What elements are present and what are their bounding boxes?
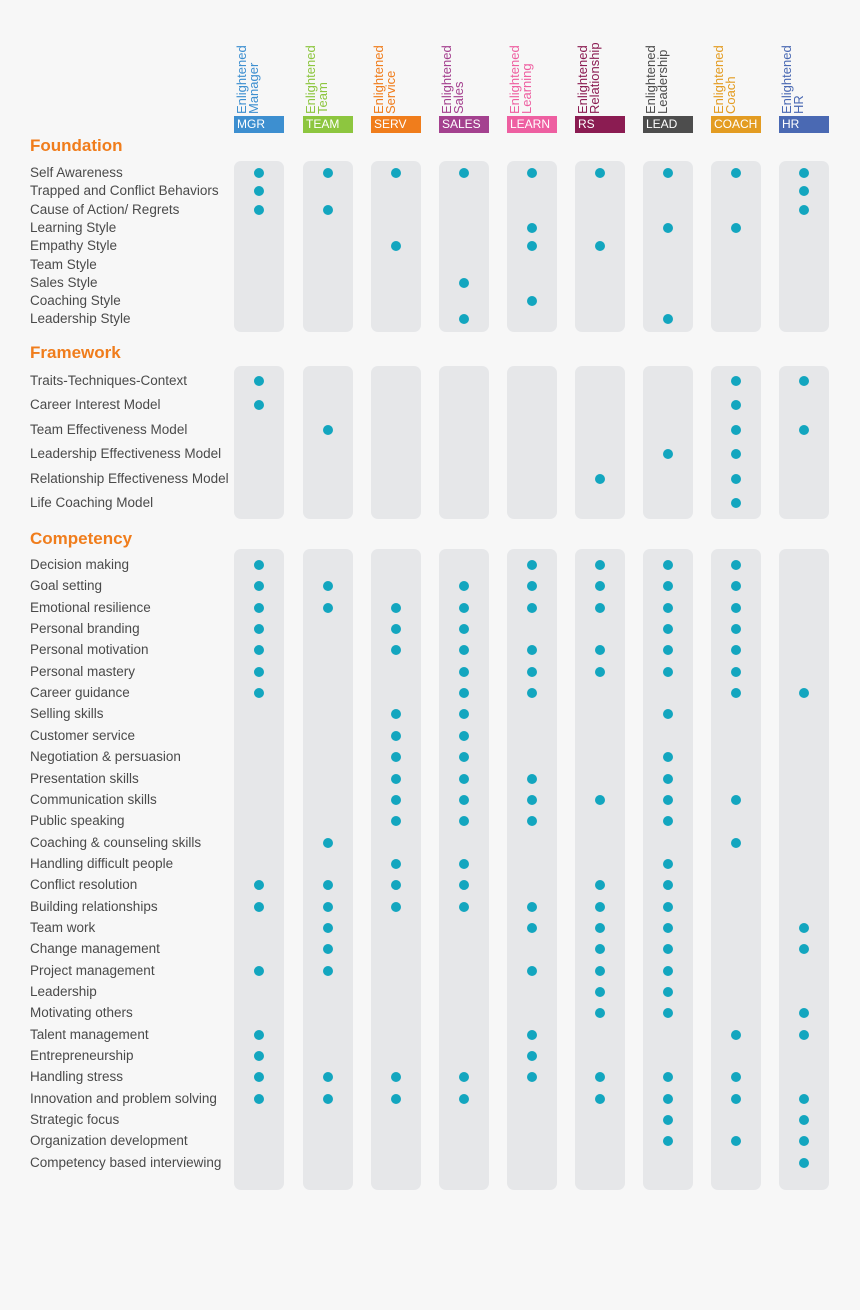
dot-marker (527, 902, 537, 912)
row-label: Leadership Effectiveness Model (30, 446, 222, 462)
dot-marker (527, 923, 537, 933)
row-label: Sales Style (30, 274, 98, 290)
dot-marker (663, 560, 673, 570)
column-title-line2: Leadership (655, 49, 670, 114)
dot-marker (731, 376, 741, 386)
dot-marker (527, 603, 537, 613)
column-badge-sales: SALES (439, 116, 489, 133)
dot-marker (323, 923, 333, 933)
dot-marker (254, 624, 264, 634)
dot-marker (254, 1051, 264, 1061)
dot-marker (731, 223, 741, 233)
column-header-sales (441, 40, 481, 114)
dot-marker (459, 278, 469, 288)
dot-marker (663, 603, 673, 613)
dot-marker (254, 603, 264, 613)
dot-marker (254, 560, 264, 570)
row-label: Learning Style (30, 219, 117, 235)
dot-marker (323, 168, 333, 178)
column-title (577, 40, 601, 114)
row-label: Presentation skills (30, 770, 139, 786)
row-label: Emotional resilience (30, 599, 151, 615)
row-label: Handling difficult people (30, 855, 174, 871)
dot-marker (799, 923, 809, 933)
column-badge-mgr: MGR (234, 116, 284, 133)
dot-marker (595, 560, 605, 570)
dot-marker (391, 603, 401, 613)
dot-marker (391, 902, 401, 912)
dot-marker (731, 498, 741, 508)
column-background (303, 366, 353, 519)
dot-marker (459, 774, 469, 784)
dot-marker (391, 774, 401, 784)
dot-marker (254, 902, 264, 912)
dot-marker (595, 966, 605, 976)
dot-marker (527, 560, 537, 570)
dot-marker (459, 859, 469, 869)
column-background (303, 161, 353, 332)
dot-marker (731, 667, 741, 677)
dot-marker (731, 474, 741, 484)
row-label: Public speaking (30, 813, 125, 829)
column-title-line2: Coach (723, 76, 738, 114)
column-background (234, 366, 284, 519)
column-title-line1: Enlightened (643, 45, 658, 114)
column-header-rs (577, 40, 617, 114)
dot-marker (323, 1094, 333, 1104)
row-label: Negotiation & persuasion (30, 749, 181, 765)
dot-marker (459, 731, 469, 741)
dot-marker (459, 624, 469, 634)
row-label: Traits-Techniques-Context (30, 373, 188, 388)
dot-marker (391, 168, 401, 178)
column-badge-learn: LEARN (507, 116, 557, 133)
row-label: Self Awareness (30, 165, 123, 180)
row-label: Entrepreneurship (30, 1048, 134, 1064)
dot-marker (731, 795, 741, 805)
dot-marker (799, 205, 809, 215)
column-title (713, 40, 737, 114)
column-title-line1: Enlightened (507, 45, 522, 114)
dot-marker (595, 474, 605, 484)
column-badge-rs: RS (575, 116, 625, 133)
row-label: Team Effectiveness Model (30, 421, 188, 437)
section-title-foundation: Foundation (30, 136, 123, 155)
dot-marker (595, 902, 605, 912)
dot-marker (595, 667, 605, 677)
column-badge-hr: HR (779, 116, 829, 133)
dot-marker (391, 795, 401, 805)
row-label: Motivating others (30, 1005, 133, 1021)
row-label: Change management (30, 941, 160, 957)
dot-marker (527, 966, 537, 976)
dot-marker (323, 966, 333, 976)
column-title-line1: Enlightened (303, 45, 318, 114)
dot-marker (595, 795, 605, 805)
column-title-line2: Team (315, 82, 330, 114)
row-label: Team Style (30, 256, 97, 272)
row-label: Competency based interviewing (30, 1154, 222, 1170)
dot-marker (731, 168, 741, 178)
dot-marker (323, 205, 333, 215)
row-label: Career guidance (30, 685, 130, 701)
dot-marker (663, 223, 673, 233)
row-label: Personal motivation (30, 642, 149, 658)
column-header-team (305, 40, 345, 114)
row-label: Personal branding (30, 621, 140, 637)
row-label: Empathy Style (30, 238, 118, 254)
dot-marker (391, 1094, 401, 1104)
dot-marker (731, 624, 741, 634)
dot-marker (663, 624, 673, 634)
row-label: Personal mastery (30, 663, 136, 679)
row-label: Career Interest Model (30, 397, 161, 413)
dot-marker (595, 923, 605, 933)
dot-marker (527, 1030, 537, 1040)
row-label: Goal setting (30, 578, 103, 594)
dot-marker (459, 795, 469, 805)
column-badge-coach: COACH (711, 116, 761, 133)
dot-marker (799, 168, 809, 178)
dot-marker (799, 425, 809, 435)
row-label: Life Coaching Model (30, 495, 154, 510)
column-title-line2: Service (383, 70, 398, 114)
dot-marker (527, 774, 537, 784)
column-title (781, 40, 805, 114)
dot-marker (595, 168, 605, 178)
column-background (371, 366, 421, 519)
dot-marker (799, 1094, 809, 1104)
row-label: Innovation and problem solving (30, 1090, 217, 1106)
dot-marker (527, 1051, 537, 1061)
row-label: Leadership Style (30, 311, 131, 327)
column-title (373, 40, 397, 114)
column-background (711, 366, 761, 519)
dot-marker (323, 425, 333, 435)
column-badge-serv: SERV (371, 116, 421, 133)
column-title-line1: Enlightened (234, 45, 249, 114)
column-header-hr (781, 40, 821, 114)
dot-marker (459, 902, 469, 912)
column-header-lead (645, 40, 685, 114)
column-title (509, 40, 533, 114)
dot-marker (595, 987, 605, 997)
dot-marker (731, 1094, 741, 1104)
column-title-line1: Enlightened (575, 45, 590, 114)
dot-marker (323, 603, 333, 613)
dot-marker (731, 1030, 741, 1040)
column-background (507, 366, 557, 519)
dot-marker (459, 168, 469, 178)
dot-marker (254, 966, 264, 976)
dot-marker (799, 376, 809, 386)
dot-marker (323, 838, 333, 848)
column-title-line1: Enlightened (439, 45, 454, 114)
column-title-line2: Manager (246, 62, 261, 114)
row-label: Cause of Action/ Regrets (30, 201, 180, 217)
section-title-framework: Framework (30, 343, 121, 362)
dot-marker (254, 168, 264, 178)
row-label: Coaching Style (30, 293, 121, 309)
row-label: Organization development (30, 1133, 188, 1149)
row-label: Customer service (30, 727, 136, 743)
section-title-competency: Competency (30, 529, 133, 548)
column-badge-lead: LEAD (643, 116, 693, 133)
dot-marker (459, 667, 469, 677)
dot-marker (731, 425, 741, 435)
row-label: Team work (30, 919, 96, 935)
column-title (236, 40, 260, 114)
dot-marker (663, 1094, 673, 1104)
dot-marker (391, 624, 401, 634)
dot-marker (663, 966, 673, 976)
column-background (439, 366, 489, 519)
column-title (645, 40, 669, 114)
dot-marker (254, 1094, 264, 1104)
column-background (779, 366, 829, 519)
dot-marker (663, 859, 673, 869)
column-background (711, 161, 761, 332)
dot-marker (527, 223, 537, 233)
dot-marker (663, 902, 673, 912)
dot-marker (731, 603, 741, 613)
dot-marker (799, 1158, 809, 1168)
dot-marker (323, 902, 333, 912)
row-label: Coaching & counseling skills (30, 834, 202, 850)
row-label: Decision making (30, 557, 130, 572)
dot-marker (595, 603, 605, 613)
column-background (643, 161, 693, 332)
column-header-serv (373, 40, 413, 114)
dot-marker (731, 838, 741, 848)
dot-marker (527, 795, 537, 805)
row-label: Communication skills (30, 791, 157, 807)
dot-marker (663, 987, 673, 997)
column-title-line1: Enlightened (371, 45, 386, 114)
dot-marker (663, 923, 673, 933)
column-header-coach (713, 40, 753, 114)
row-label: Relationship Effectiveness Model (30, 470, 229, 486)
dot-marker (595, 1094, 605, 1104)
dot-marker (663, 795, 673, 805)
row-label: Trapped and Conflict Behaviors (30, 183, 219, 199)
dot-marker (663, 774, 673, 784)
dot-marker (663, 168, 673, 178)
column-title-line1: Enlightened (711, 45, 726, 114)
row-label: Conflict resolution (30, 877, 138, 893)
dot-marker (731, 560, 741, 570)
dot-marker (459, 603, 469, 613)
row-label: Project management (30, 962, 155, 978)
column-background (643, 366, 693, 519)
column-background (575, 366, 625, 519)
dot-marker (527, 168, 537, 178)
column-title-line2: HR (791, 95, 806, 114)
dot-marker (254, 667, 264, 677)
column-title-line2: Relationship (587, 42, 602, 114)
row-label: Building relationships (30, 898, 158, 914)
dot-marker (799, 1030, 809, 1040)
column-title (305, 40, 329, 114)
column-header-mgr (236, 40, 276, 114)
dot-marker (391, 859, 401, 869)
row-label: Selling skills (30, 706, 104, 722)
column-title-line2: Learning (519, 63, 534, 114)
column-background (439, 161, 489, 332)
dot-marker (527, 667, 537, 677)
column-badge-team: TEAM (303, 116, 353, 133)
dot-marker (391, 731, 401, 741)
dot-marker (459, 1094, 469, 1104)
row-label: Handling stress (30, 1069, 124, 1085)
dot-marker (663, 667, 673, 677)
row-label: Talent management (30, 1026, 149, 1042)
column-title-line1: Enlightened (779, 45, 794, 114)
row-label: Leadership (30, 984, 97, 999)
dot-marker (254, 1030, 264, 1040)
column-title-line2: Sales (451, 81, 466, 114)
dot-marker (254, 376, 264, 386)
column-title (441, 40, 465, 114)
column-header-learn (509, 40, 549, 114)
dot-marker (254, 205, 264, 215)
row-label: Strategic focus (30, 1112, 120, 1128)
